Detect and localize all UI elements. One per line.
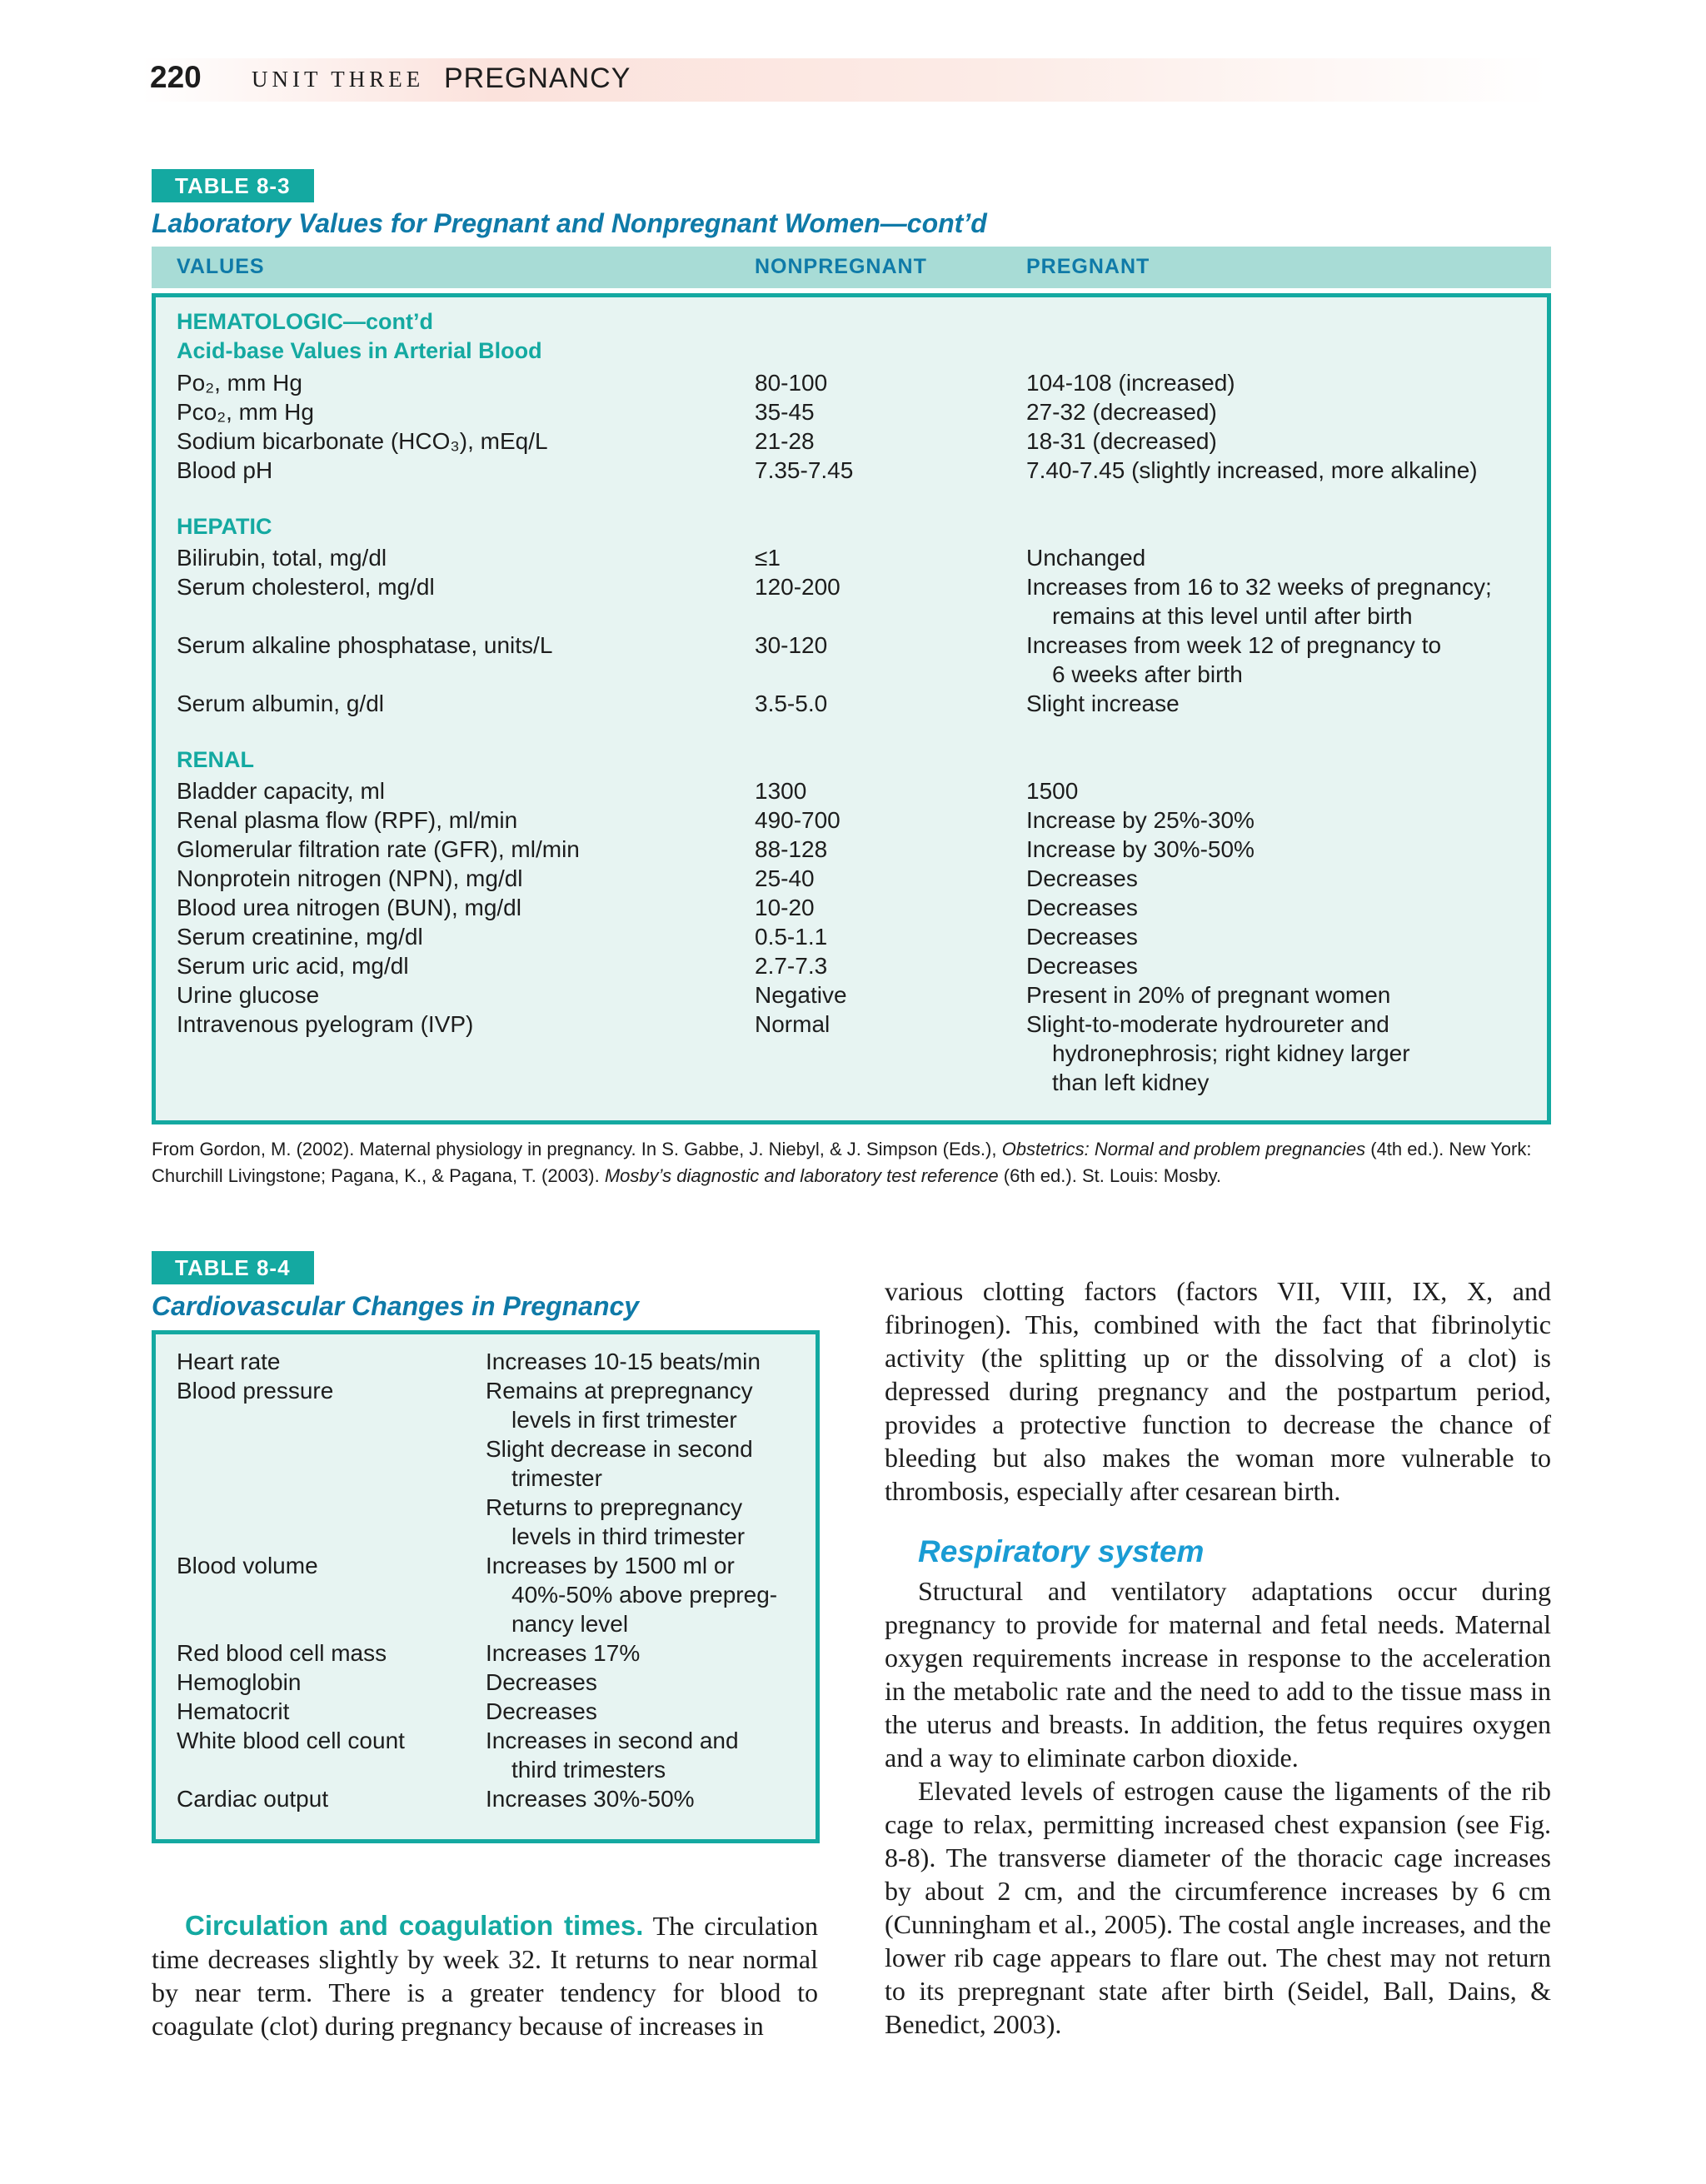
pregnant-line: than left kidney (1052, 1070, 1210, 1095)
section-title: PREGNANCY (444, 62, 631, 94)
row-nonpregnant-bladder-capacity: 1300 (755, 778, 807, 804)
row-nonpregnant-rpf: 490-700 (755, 807, 841, 833)
table-8-3-tag: TABLE 8-3 (152, 169, 314, 202)
cv-label-heart-rate: Heart rate (177, 1349, 281, 1374)
footnote-text: (6th ed.). St. Louis: Mosby. (998, 1165, 1222, 1186)
row-pregnant-gfr: Increase by 30%-50% (1026, 836, 1255, 862)
row-nonpregnant-bun: 10-20 (755, 895, 815, 920)
row-pregnant-serum-creatinine: Decreases (1026, 924, 1138, 950)
row-nonpregnant-alkaline-phosphatase: 30-120 (755, 632, 828, 658)
cv-value-line: trimester (511, 1465, 602, 1491)
cv-value-blood-volume (486, 1551, 777, 1638)
row-label-serum-cholesterol: Serum cholesterol, mg/dl (177, 574, 435, 600)
row-nonpregnant-serum-albumin: 3.5-5.0 (755, 691, 828, 716)
unit-label: UNIT THREE (252, 67, 425, 92)
row-label-po2: Po₂, mm Hg (177, 370, 302, 396)
row-pregnant-blood-ph: 7.40-7.45 (slightly increased, more alkaline) (1026, 457, 1478, 483)
row-nonpregnant-bilirubin: ≤1 (755, 545, 781, 571)
cv-value-line: third trimesters (511, 1757, 666, 1783)
row-pregnant-po2: 104-108 (increased) (1026, 370, 1235, 396)
row-pregnant-sodium-bicarbonate: 18-31 (decreased) (1026, 428, 1217, 454)
row-nonpregnant-serum-uric-acid: 2.7-7.3 (755, 953, 828, 979)
respiratory-text (885, 1574, 1551, 2041)
cv-value-heart-rate: Increases 10-15 beats/min (486, 1349, 761, 1374)
right-column-continued-text (885, 1274, 1551, 1508)
table-8-4-tag: TABLE 8-4 (152, 1251, 314, 1284)
circulation-paragraph: The circulation time decreases slightly by week 32. It returns to near normal by near term. There is a greater tendency for blood to coagulate (clot) during pregnancy because of increases in (152, 1911, 819, 2041)
row-label-urine-glucose: Urine glucose (177, 982, 320, 1008)
cv-value-line: Slight decrease in second (486, 1436, 753, 1462)
row-pregnant-alkaline-phosphatase (1026, 631, 1441, 689)
row-nonpregnant-serum-creatinine: 0.5-1.1 (755, 924, 828, 950)
section-heading-renal: RENAL (177, 747, 254, 772)
row-label-bun: Blood urea nitrogen (BUN), mg/dl (177, 895, 521, 920)
row-label-bilirubin: Bilirubin, total, mg/dl (177, 545, 387, 571)
cv-value-wbc-count (486, 1726, 739, 1784)
cv-value-rbc-mass: Increases 17% (486, 1640, 641, 1666)
row-nonpregnant-po2: 80-100 (755, 370, 828, 396)
row-pregnant-bun: Decreases (1026, 895, 1138, 920)
row-nonpregnant-serum-cholesterol: 120-200 (755, 574, 841, 600)
row-label-serum-uric-acid: Serum uric acid, mg/dl (177, 953, 409, 979)
cv-value-cardiac-output: Increases 30%-50% (486, 1786, 695, 1812)
row-nonpregnant-urine-glucose: Negative (755, 982, 847, 1008)
table-8-3-source-footnote (152, 1136, 1551, 1189)
footnote-book-title: Mosby’s diagnostic and laboratory test reference (604, 1165, 999, 1186)
row-label-gfr: Glomerular filtration rate (GFR), ml/min (177, 836, 580, 862)
cv-value-line: levels in third trimester (511, 1523, 746, 1549)
footnote-book-title: Obstetrics: Normal and problem pregnancies (1001, 1139, 1366, 1159)
row-pregnant-serum-albumin: Slight increase (1026, 691, 1180, 716)
table-8-4-caption: Cardiovascular Changes in Pregnancy (152, 1291, 640, 1321)
page-number: 220 (150, 60, 202, 94)
footnote-text: From Gordon, M. (2002). Maternal physiology in pregnancy. In S. Gabbe, J. Niebyl, & J. Simpson (Eds.), (152, 1139, 1002, 1159)
cv-value-line: nancy level (511, 1611, 629, 1637)
footnote-text: (4th ed.). New York: Churchill Livingstone; Pagana, K., & Pagana, T. (2003). (152, 1139, 1532, 1186)
cv-value-hematocrit: Decreases (486, 1698, 597, 1724)
cv-label-rbc-mass: Red blood cell mass (177, 1640, 387, 1666)
cv-value-blood-pressure (486, 1376, 753, 1551)
cv-label-blood-volume: Blood volume (177, 1553, 318, 1578)
row-pregnant-urine-glucose: Present in 20% of pregnant women (1026, 982, 1391, 1008)
cv-label-cardiac-output: Cardiac output (177, 1786, 329, 1812)
column-header-nonpregnant: NONPREGNANT (755, 255, 927, 278)
column-header-pregnant: PREGNANT (1026, 255, 1150, 278)
row-label-alkaline-phosphatase: Serum alkaline phosphatase, units/L (177, 632, 553, 658)
cv-label-hematocrit: Hematocrit (177, 1698, 290, 1724)
row-pregnant-bladder-capacity: 1500 (1026, 778, 1079, 804)
row-nonpregnant-blood-ph: 7.35-7.45 (755, 457, 854, 483)
cv-label-wbc-count: White blood cell count (177, 1728, 405, 1753)
row-nonpregnant-pco2: 35-45 (755, 399, 815, 425)
respiratory-paragraph-2: Elevated levels of estrogen cause the ligaments of the rib cage to relax, permitting increased chest expansion (see Fig. 8-8). The transverse diameter of the thoracic cage increases by about 2 cm, and the circumference increases by 6 cm (Cunningham et al., 2005). The costal angle increases, and the lower rib cage appears to flare out. The chest may not return to its prepregnant state after birth (Seidel, Ball, Dains, & Benedict, 2003). (885, 1776, 1551, 2039)
pregnant-line: Increases from week 12 of pregnancy to (1026, 632, 1442, 658)
pregnant-line: remains at this level until after birth (1052, 603, 1413, 629)
row-label-serum-albumin: Serum albumin, g/dl (177, 691, 385, 716)
row-label-pco2: Pco₂, mm Hg (177, 399, 314, 425)
cv-value-line: 40%-50% above prepreg- (511, 1582, 778, 1608)
row-label-blood-ph: Blood pH (177, 457, 273, 483)
left-column-text (152, 1909, 818, 2042)
cv-value-hemoglobin: Decreases (486, 1669, 597, 1695)
respiratory-paragraph-1: Structural and ventilatory adaptations occur during pregnancy to provide for maternal and fetal needs. Maternal oxygen requirements increase in response to the acceleration in the metabolic rate and the need to add to the tissue mass in the uterus and breasts. In addition, the fetus requires oxygen and a way to eliminate carbon dioxide. (885, 1576, 1551, 1773)
row-nonpregnant-ivp: Normal (755, 1011, 831, 1037)
row-pregnant-ivp (1026, 1010, 1410, 1097)
row-nonpregnant-sodium-bicarbonate: 21-28 (755, 428, 815, 454)
pregnant-line: Increases from 16 to 32 weeks of pregnancy; (1026, 574, 1492, 600)
row-nonpregnant-npn: 25-40 (755, 865, 815, 891)
table-8-3-caption: Laboratory Values for Pregnant and Nonpregnant Women—cont’d (152, 208, 987, 238)
cv-value-line: Increases by 1500 ml or (486, 1553, 735, 1578)
row-label-npn: Nonprotein nitrogen (NPN), mg/dl (177, 865, 523, 891)
pregnant-line: 6 weeks after birth (1052, 661, 1243, 687)
row-label-bladder-capacity: Bladder capacity, ml (177, 778, 386, 804)
column-header-values: VALUES (177, 255, 265, 278)
cv-value-line: Increases in second and (486, 1728, 739, 1753)
section-heading-hematologic: HEMATOLOGIC—cont’d (177, 309, 433, 334)
pregnant-line: Slight-to-moderate hydroureter and (1026, 1011, 1389, 1037)
respiratory-system-heading: Respiratory system (918, 1534, 1205, 1568)
row-pregnant-serum-cholesterol (1026, 572, 1492, 631)
cv-value-line: Returns to prepregnancy (486, 1494, 743, 1520)
row-label-sodium-bicarbonate: Sodium bicarbonate (HCO₃), mEq/L (177, 428, 548, 454)
row-pregnant-rpf: Increase by 25%-30% (1026, 807, 1255, 833)
cv-value-line: levels in first trimester (511, 1407, 737, 1433)
row-label-serum-creatinine: Serum creatinine, mg/dl (177, 924, 423, 950)
row-pregnant-bilirubin: Unchanged (1026, 545, 1146, 571)
row-pregnant-npn: Decreases (1026, 865, 1138, 891)
section-heading-hepatic: HEPATIC (177, 514, 272, 539)
clotting-paragraph: various clotting factors (factors VII, VIII, IX, X, and fibrinogen). This, combined with the fact that fibrinolytic activity (the splitting up or the dissolving of a clot) is depressed during pregnancy and the postpartum period, provides a protective function to decrease the chance of bleeding but also makes the woman more vulnerable to thrombosis, especially after cesarean birth. (885, 1276, 1551, 1506)
pregnant-line: hydronephrosis; right kidney larger (1052, 1040, 1410, 1066)
cv-value-line: Remains at prepregnancy (486, 1378, 753, 1404)
row-label-ivp: Intravenous pyelogram (IVP) (177, 1011, 474, 1037)
run-in-head-circulation: Circulation and coagulation times. (185, 1910, 644, 1941)
row-pregnant-pco2: 27-32 (decreased) (1026, 399, 1217, 425)
row-label-rpf: Renal plasma flow (RPF), ml/min (177, 807, 518, 833)
row-nonpregnant-gfr: 88-128 (755, 836, 828, 862)
row-pregnant-serum-uric-acid: Decreases (1026, 953, 1138, 979)
cv-label-blood-pressure: Blood pressure (177, 1378, 334, 1404)
section-subheading-acid-base: Acid-base Values in Arterial Blood (177, 338, 542, 363)
cv-label-hemoglobin: Hemoglobin (177, 1669, 302, 1695)
